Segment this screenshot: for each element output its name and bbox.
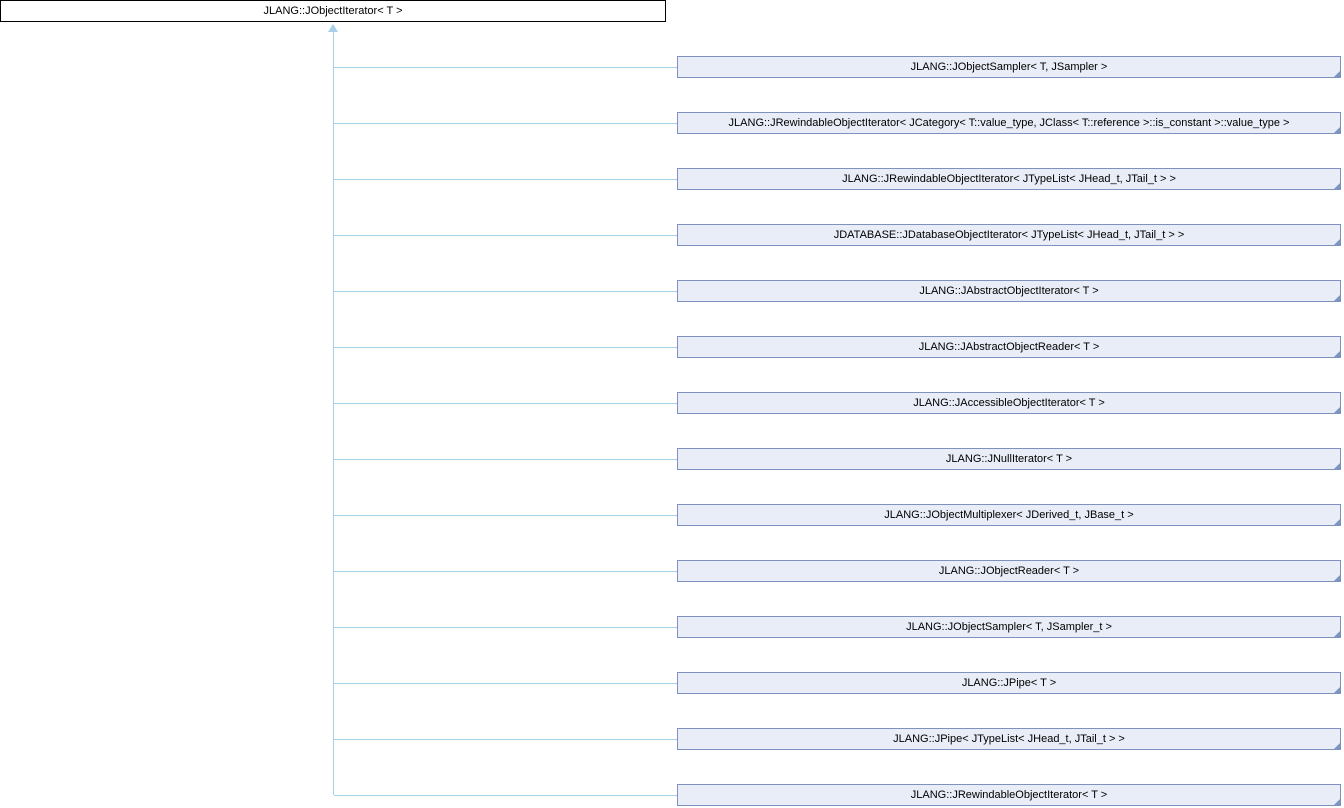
inheritance-connector-line [334, 291, 677, 292]
base-class-label: JLANG::JObjectIterator< T > [263, 5, 403, 17]
derived-class-row [0, 168, 1344, 190]
corner-fold-icon [1334, 687, 1340, 693]
derived-class-row [0, 280, 1344, 302]
derived-class-node[interactable] [677, 112, 1341, 134]
derived-class-row [0, 112, 1344, 134]
inheritance-connector-line [334, 571, 677, 572]
derived-class-label: JLANG::JAccessibleObjectIterator< T > [913, 397, 1105, 409]
inheritance-connector-line [334, 235, 677, 236]
corner-fold-icon [1334, 127, 1340, 133]
corner-fold-icon [1334, 519, 1340, 525]
derived-class-label: JLANG::JObjectMultiplexer< JDerived_t, JBase_t > [884, 509, 1134, 521]
inheritance-connector-line [334, 683, 677, 684]
derived-class-label: JLANG::JObjectSampler< T, JSampler_t > [906, 621, 1112, 633]
corner-fold-icon [1334, 463, 1340, 469]
derived-class-label: JLANG::JNullIterator< T > [945, 453, 1073, 465]
base-class-node [0, 0, 666, 22]
derived-class-row [0, 336, 1344, 358]
derived-class-row [0, 448, 1344, 470]
derived-class-node[interactable] [677, 672, 1341, 694]
inheritance-connector-line [334, 123, 677, 124]
corner-fold-icon [1334, 743, 1340, 749]
derived-class-node[interactable] [677, 784, 1341, 806]
derived-class-label: JLANG::JObjectSampler< T, JSampler > [910, 61, 1108, 73]
derived-class-label: JLANG::JRewindableObjectIterator< T > [910, 789, 1108, 801]
inheritance-connector-line [334, 515, 677, 516]
inheritance-connector-line [334, 179, 677, 180]
corner-fold-icon [1334, 631, 1340, 637]
derived-class-node[interactable] [677, 448, 1341, 470]
derived-class-node[interactable] [677, 392, 1341, 414]
derived-class-node[interactable] [677, 728, 1341, 750]
derived-class-row [0, 784, 1344, 806]
derived-class-label: JLANG::JPipe< JTypeList< JHead_t, JTail_t > > [893, 733, 1125, 745]
derived-class-node[interactable] [677, 280, 1341, 302]
corner-fold-icon [1334, 71, 1340, 77]
inheritance-connector-line [334, 627, 677, 628]
derived-class-row [0, 392, 1344, 414]
derived-class-label: JDATABASE::JDatabaseObjectIterator< JTypeList< JHead_t, JTail_t > > [833, 229, 1185, 241]
corner-fold-icon [1334, 799, 1340, 805]
corner-fold-icon [1334, 407, 1340, 413]
derived-class-row [0, 224, 1344, 246]
inheritance-connector-line [334, 739, 677, 740]
corner-fold-icon [1334, 239, 1340, 245]
derived-class-node[interactable] [677, 336, 1341, 358]
derived-class-label: JLANG::JRewindableObjectIterator< JTypeList< JHead_t, JTail_t > > [842, 173, 1176, 185]
derived-class-label: JLANG::JRewindableObjectIterator< JCategory< T::value_type, JClass< T::reference >::is_constant >::value_type > [728, 117, 1290, 129]
derived-class-row [0, 616, 1344, 638]
derived-class-node[interactable] [677, 616, 1341, 638]
inheritance-connector-line [334, 459, 677, 460]
derived-class-row [0, 560, 1344, 582]
corner-fold-icon [1334, 575, 1340, 581]
corner-fold-icon [1334, 295, 1340, 301]
derived-class-node[interactable] [677, 560, 1341, 582]
inheritance-connector-line [334, 403, 677, 404]
derived-class-row [0, 56, 1344, 78]
inheritance-connector-line [334, 67, 677, 68]
derived-class-label: JLANG::JAbstractObjectIterator< T > [919, 285, 1099, 297]
derived-class-node[interactable] [677, 168, 1341, 190]
derived-class-row [0, 672, 1344, 694]
derived-class-row [0, 728, 1344, 750]
inheritance-connector-line [334, 795, 677, 796]
inheritance-connector-line [334, 347, 677, 348]
derived-class-node[interactable] [677, 224, 1341, 246]
corner-fold-icon [1334, 183, 1340, 189]
corner-fold-icon [1334, 351, 1340, 357]
derived-class-node[interactable] [677, 56, 1341, 78]
derived-class-label: JLANG::JObjectReader< T > [938, 565, 1080, 577]
derived-class-label: JLANG::JPipe< T > [961, 677, 1057, 689]
derived-class-label: JLANG::JAbstractObjectReader< T > [918, 341, 1100, 353]
derived-class-node[interactable] [677, 504, 1341, 526]
derived-class-row [0, 504, 1344, 526]
